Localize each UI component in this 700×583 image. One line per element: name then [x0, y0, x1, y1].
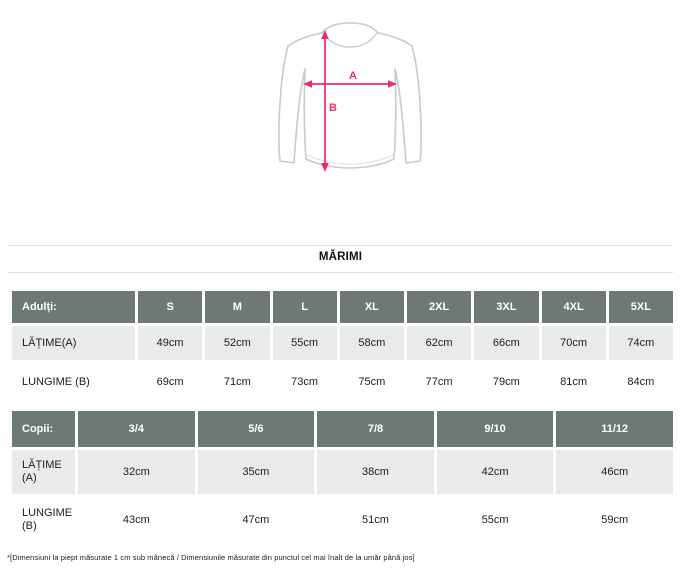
adults-length-value: 73cm	[291, 375, 319, 388]
adults-size-header: 5XL	[609, 291, 673, 323]
children-width-value: 38cm	[317, 450, 434, 494]
adults-length-value: 84cm	[627, 375, 655, 388]
children-width-row-label: LĂȚIME (A)	[12, 450, 75, 494]
children-size-table	[12, 411, 673, 543]
adults-width-value: 58cm	[340, 326, 404, 360]
divider-top	[8, 245, 673, 246]
adults-width-row-label: LĂȚIME(A)	[12, 326, 135, 360]
adults-size-header: XL	[340, 291, 404, 323]
children-size-header: 3/4	[78, 411, 195, 447]
adults-width-value: 55cm	[273, 326, 337, 360]
adults-width-value: 49cm	[138, 326, 202, 360]
adults-length-value: 69cm	[156, 375, 184, 388]
adults-width-value: 66cm	[474, 326, 538, 360]
children-table-label: Copii:	[12, 411, 75, 447]
children-length-row-label: LUNGIME (B)	[22, 507, 73, 532]
children-length-value: 55cm	[481, 513, 509, 526]
children-size-header: 5/6	[198, 411, 315, 447]
adults-length-value: 75cm	[358, 375, 386, 388]
adults-size-header: S	[138, 291, 202, 323]
width-label-a: A	[349, 70, 357, 82]
adults-length-value: 71cm	[223, 375, 251, 388]
children-size-header: 11/12	[556, 411, 673, 447]
children-length-value: 59cm	[601, 513, 629, 526]
children-width-value: 32cm	[78, 450, 195, 494]
children-size-header: 7/8	[317, 411, 434, 447]
adults-size-header: 4XL	[542, 291, 606, 323]
adults-width-value: 62cm	[407, 326, 471, 360]
adults-table-label: Adulți:	[12, 291, 135, 323]
shirt-illustration	[258, 16, 442, 182]
measurement-footnote: *[Dimensiuni la piept măsurate 1 cm sub mânecă / Dimensiunile măsurate din punctul cel mai înalt de la umăr până jos]	[7, 553, 415, 562]
children-size-header: 9/10	[437, 411, 554, 447]
children-length-value: 43cm	[122, 513, 150, 526]
section-title: MĂRIMI	[318, 251, 363, 263]
adults-length-value: 79cm	[492, 375, 520, 388]
children-width-value: 35cm	[198, 450, 315, 494]
adults-size-header: L	[273, 291, 337, 323]
shirt-outline	[279, 23, 421, 168]
adults-length-value: 81cm	[560, 375, 588, 388]
children-length-value: 51cm	[362, 513, 389, 526]
adults-size-header: 2XL	[407, 291, 471, 323]
adults-size-header: 3XL	[474, 291, 538, 323]
divider-bottom	[8, 272, 673, 273]
length-label-b: B	[329, 102, 337, 114]
adults-width-value: 52cm	[205, 326, 269, 360]
children-length-value: 47cm	[242, 513, 270, 526]
adults-width-value: 70cm	[542, 326, 606, 360]
children-width-value: 42cm	[437, 450, 554, 494]
adults-size-header: M	[205, 291, 269, 323]
shirt-measurement-diagram	[258, 16, 442, 182]
adults-length-row-label: LUNGIME (B)	[22, 375, 90, 388]
adults-length-value: 77cm	[425, 375, 453, 388]
children-width-value: 46cm	[556, 450, 673, 494]
adults-width-value: 74cm	[609, 326, 673, 360]
adults-size-table	[12, 291, 673, 401]
